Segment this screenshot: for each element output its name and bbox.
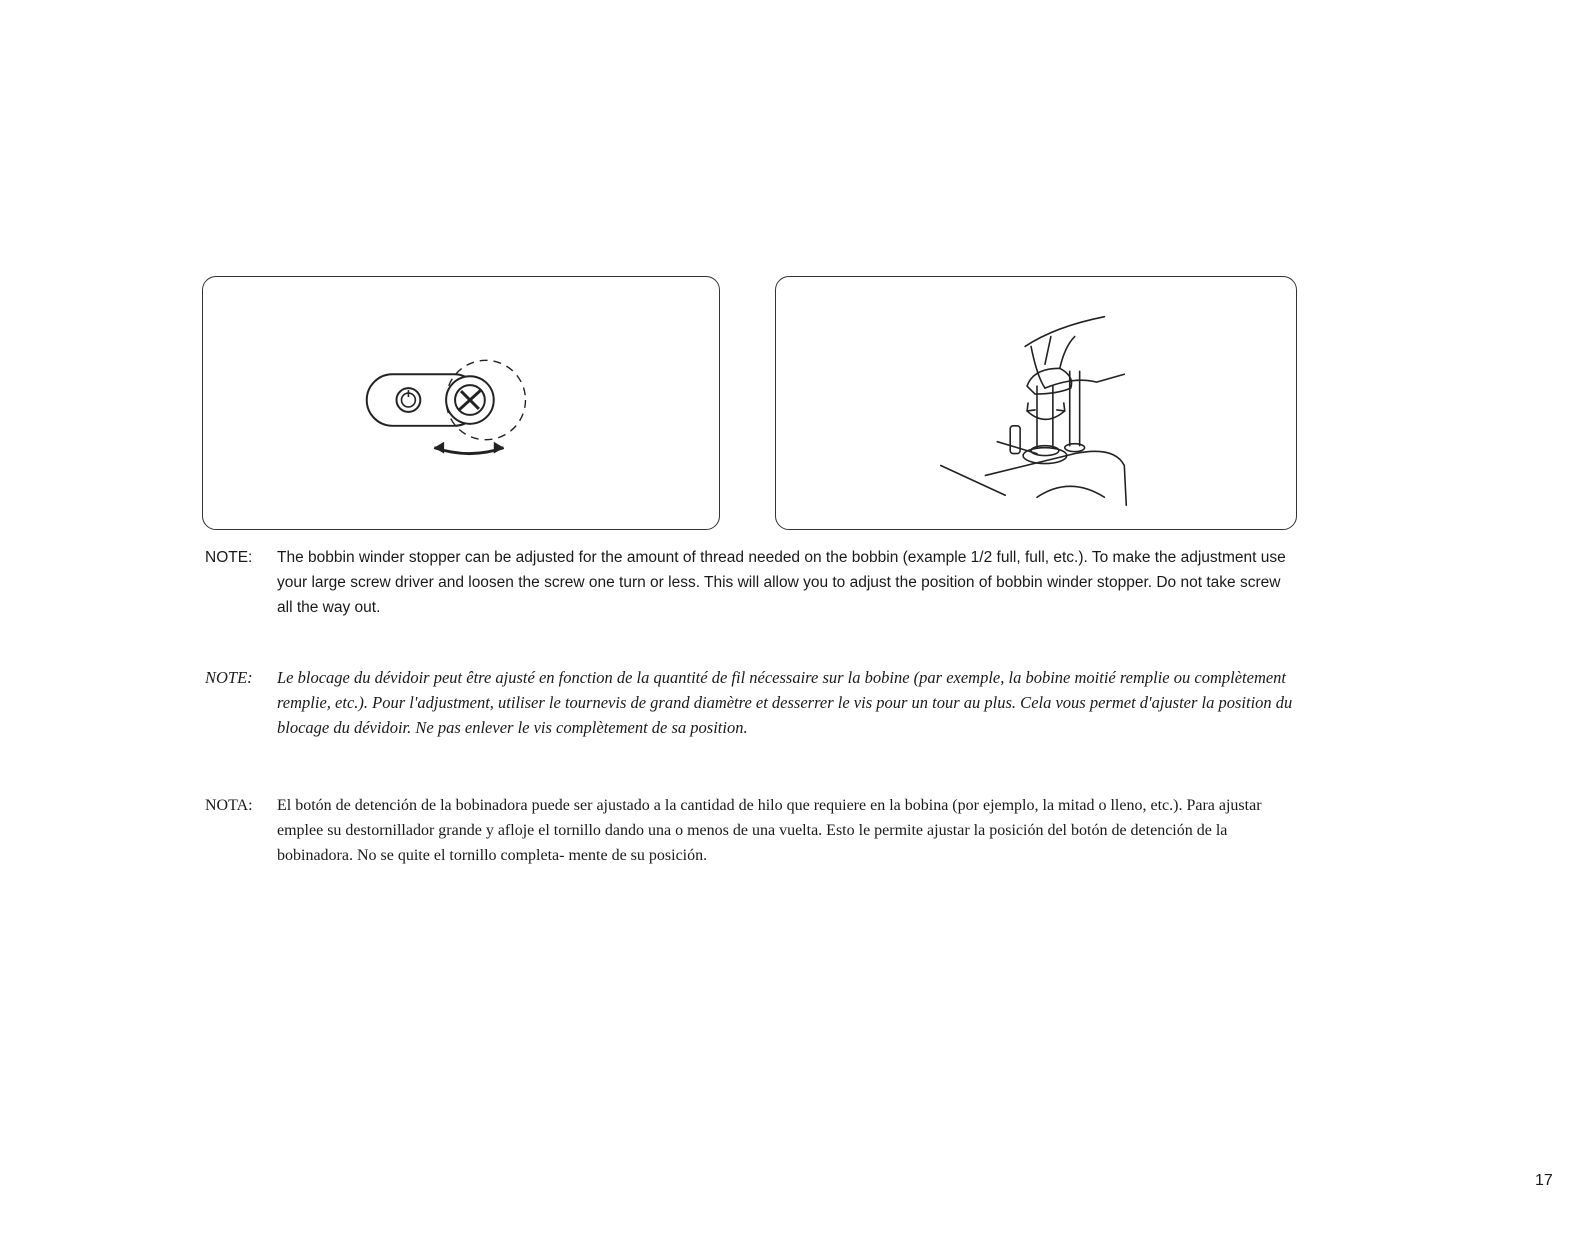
page-number: 17 — [1535, 1172, 1553, 1189]
note-text: Le blocage du dévidoir peut être ajusté en fonction de la quantité de fil nécessaire sur la bobine (par exemple, la bobine moitié remplie ou complètement remplie, etc.). Pour l'adjustment, utiliser le tournevis de grand diamètre et desserrer le vis pour un tour au plus. Cela vous permet d'ajuster la position du blocage du dévidoir. Ne pas enlever le vis complètement de sa position. — [277, 668, 1293, 737]
note-label: NOTE: — [205, 668, 253, 687]
figure-hand-adjusting-diagram — [775, 276, 1297, 530]
hand-adjusting-bobbin-winder-icon — [776, 277, 1296, 529]
note-label: NOTE: — [205, 549, 253, 566]
note-text: The bobbin winder stopper can be adjusted for the amount of thread needed on the bobbin (example 1/2 full, full, etc.). To make the adjustment use your large screw driver and loosen the screw one turn or less. This will allow you to adjust the position of bobbin winder stopper. Do not take screw all the way out. — [277, 549, 1286, 616]
figure-stopper-diagram — [202, 276, 720, 530]
note-text: El botón de detención de la bobinadora puede ser ajustado a la cantidad de hilo que requiere en la bobina (por ejemplo, la mitad o lleno, etc.). Para ajustar emplee su destornillador grande y afloje el tornillo dando una o menos de una vuelta. Esto le permite ajustar la posición del botón de detención de la bobinadora. No se quite el tornillo completa- mente de su posición. — [277, 797, 1262, 864]
bobbin-winder-stopper-icon — [203, 277, 719, 529]
note-label: NOTA: — [205, 797, 253, 814]
